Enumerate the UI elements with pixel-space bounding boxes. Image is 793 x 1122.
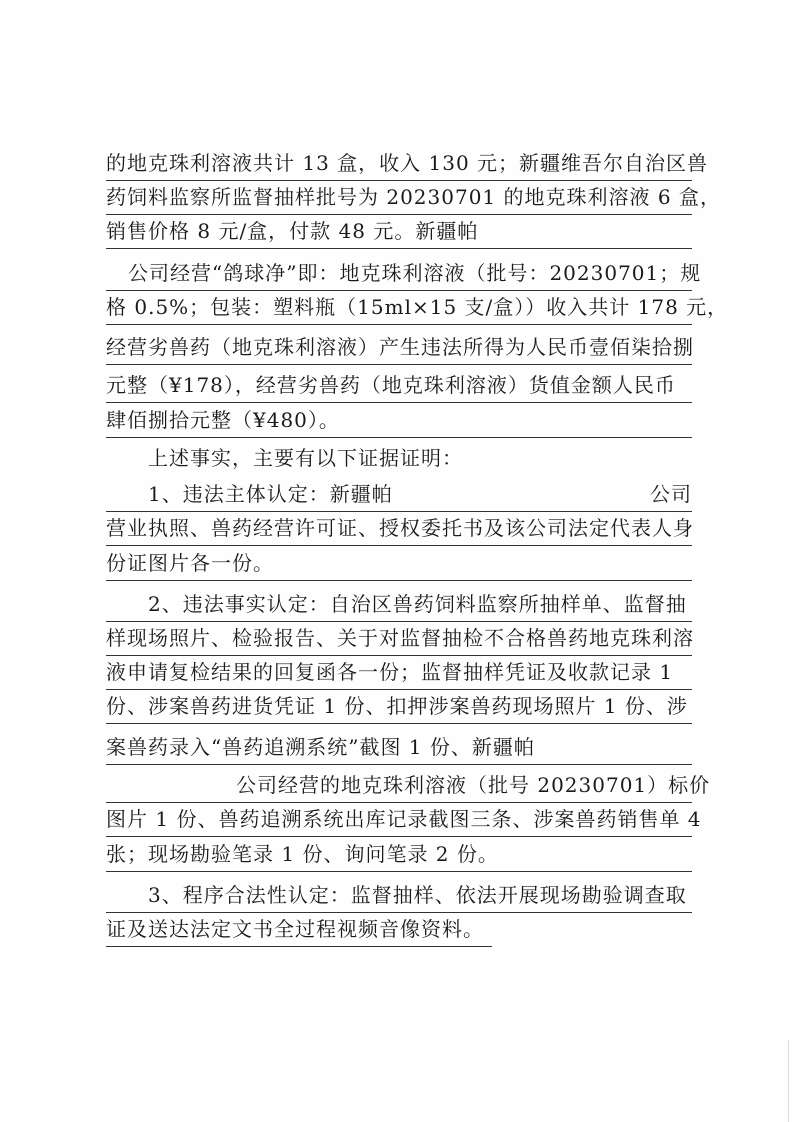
text-line: 格 0.5%；包装：塑料瓶（15ml×15 支/盒））收入共计 178 元， xyxy=(106,290,692,325)
text-segment: 公司 xyxy=(650,482,692,506)
text-line: 张；现场勘验笔录 1 份、询问笔录 2 份。 xyxy=(106,837,692,872)
text-line: 3、程序合法性认定：监督抽样、依法开展现场勘验调查取 xyxy=(106,878,692,913)
text-line: 液申请复检结果的回复函各一份；监督抽样凭证及收款记录 1 xyxy=(106,655,692,690)
text-line: 药饲料监察所监督抽样批号为 20230701 的地克珠利溶液 6 盒， xyxy=(106,180,692,215)
text-line: 销售价格 8 元/盒，付款 48 元。新疆帕 xyxy=(106,214,692,249)
text-line: 份证图片各一份。 xyxy=(106,546,692,581)
text-line: 上述事实，主要有以下证据证明： xyxy=(148,446,463,470)
text-line: 公司经营的地克珠利溶液（批号 20230701）标价 xyxy=(106,768,692,803)
text-segment: 1、违法主体认定：新疆帕 xyxy=(148,482,393,506)
text-line: 份、涉案兽药进货凭证 1 份、扣押涉案兽药现场照片 1 份、涉 xyxy=(106,689,692,724)
text-line: 样现场照片、检验报告、关于对监督抽检不合格兽药地克珠利溶 xyxy=(106,621,692,656)
text-line: 公司经营“鸽球净”即：地克珠利溶液（批号：20230701；规 xyxy=(106,256,692,291)
text-line: 案兽药录入“兽药追溯系统”截图 1 份、新疆帕 xyxy=(106,730,692,765)
text-line: 经营劣兽药（地克珠利溶液）产生违法所得为人民币壹佰柒拾捌 xyxy=(106,330,692,365)
text-line: 肆佰捌拾元整（¥480）。 xyxy=(106,403,692,438)
scan-edge-mark xyxy=(788,1040,789,1122)
text-line: 证及送达法定文书全过程视频音像资料。 xyxy=(106,912,492,947)
text-line: 元整（¥178），经营劣兽药（地克珠利溶液）货值金额人民币 xyxy=(106,368,692,403)
text-line xyxy=(106,477,692,512)
text-line: 营业执照、兽药经营许可证、授权委托书及该公司法定代表人身 xyxy=(106,511,692,546)
text-line: 图片 1 份、兽药追溯系统出库记录截图三条、涉案兽药销售单 4 xyxy=(106,802,692,837)
text-line: 2、违法事实认定：自治区兽药饲料监察所抽样单、监督抽 xyxy=(106,587,692,622)
text-line: 的地克珠利溶液共计 13 盒，收入 130 元；新疆维吾尔自治区兽 xyxy=(106,146,692,181)
